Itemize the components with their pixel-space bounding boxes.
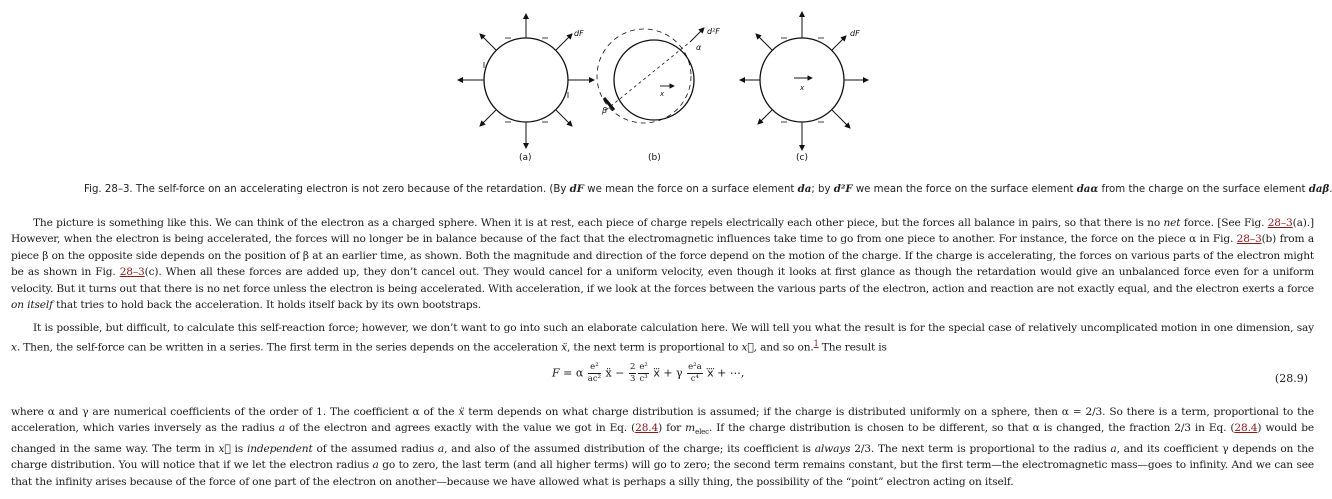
d2f-arrow	[690, 28, 704, 42]
text: ) for	[658, 422, 686, 435]
sphere-a	[484, 38, 568, 122]
text: . If the charge distribution is chosen to be different, so that α is changed, the fraction 2/3 in Eq. (	[708, 422, 1235, 435]
eq-text: x⃛ + γ	[649, 366, 687, 380]
caption-text: ; by	[811, 184, 834, 195]
footnote-link[interactable]: 1	[813, 339, 819, 349]
retarded-sphere-b	[597, 29, 691, 123]
text: The result is	[818, 341, 887, 354]
fraction	[687, 362, 703, 385]
text: of the assumed radius	[312, 442, 438, 455]
text: , the next term is proportional to	[566, 341, 742, 354]
text: , and also of the assumed distribution of the charge; its coefficient is	[444, 442, 815, 455]
sphere-b	[614, 40, 694, 120]
eq-text: x⃜ + ⋯,	[703, 366, 745, 380]
text: The picture is something like this. We can think of the electron as a charged sphere. When it is at rest, each piece of charge repels electrically each other piece, but the forces all balance in pairs, so that there is no	[33, 217, 1164, 229]
eq-text: ẍ −	[602, 366, 628, 380]
text: . Then, the self-force can be written in a series. The first term in the series depends on the acceleration	[16, 341, 562, 354]
label-b: (b)	[648, 153, 661, 163]
numerator: e²a	[688, 362, 702, 372]
math: a	[1110, 442, 1117, 455]
math: ẍ	[561, 341, 567, 354]
df-label-c: dF	[850, 29, 860, 38]
emphasis: net	[1163, 217, 1181, 229]
text: , and so on.	[753, 341, 814, 354]
eq-lhs: F	[552, 366, 560, 380]
text: (a).] However, when the electron is being accelerated, the forces will no longer be in balance because of the fact that the electromagnetic influences take time to go from one piece to another. For instance, the force on the piece α in Fig.	[11, 217, 1314, 246]
diagram-a	[458, 14, 594, 163]
caption-da-beta: daβ	[1308, 183, 1330, 195]
text: 2/3. The next term is proportional to the radius	[850, 442, 1111, 455]
text: (c). When all these forces are added up, they don’t cancel out. They would cancel for a uniform velocity, even though it looks at first glance as though the retardation would give an unbalanced force even for a uniform velocity. But it turns out that there is no net force unless the electron is being accelerated. With acceleration, if we look at the forces between the various parts of the electron, action and reaction are not exactly equal, and the electron exerts a force	[11, 266, 1314, 295]
x-label-c: x	[800, 84, 805, 92]
text: , and its coefficient γ depends on the charge distribution. You will notice that if we let the electron radius	[11, 442, 1315, 472]
fraction	[588, 362, 601, 385]
paragraph-3	[11, 404, 1314, 490]
d2f-label: d²F	[707, 27, 720, 36]
equation-link[interactable]: 28.4	[1234, 422, 1258, 435]
math: a	[372, 459, 379, 472]
text: force. [See Fig.	[1180, 217, 1268, 229]
text: that tries to hold back the acceleration. It holds itself back by its own bootstraps.	[52, 299, 482, 312]
caption-text: Fig. 28–3. The self-force on an accelerating electron is not zero because of the retardation. (By	[84, 184, 570, 195]
diagram-c	[740, 12, 868, 163]
math: x⃛	[218, 442, 231, 455]
emphasis: on itself	[11, 299, 53, 312]
sphere-c	[760, 38, 844, 122]
math-subscript: elec	[695, 428, 709, 437]
equation-28-9	[0, 358, 1322, 398]
text: where α and γ are numerical coefficients of the order of 1. The coefficient α of the	[11, 406, 459, 418]
paragraph-2	[11, 320, 1314, 356]
text: ) would be changed in the same way. The term in	[11, 422, 1314, 455]
math: a	[278, 422, 285, 435]
text: is	[230, 442, 247, 455]
emphasis: independent	[246, 442, 313, 455]
figure-link[interactable]: 28–3	[119, 266, 145, 279]
text: It is possible, but difficult, to calculate this self-reaction force; however, we don’t want to go into such an elaborate calculation here. We will tell you what the result is for the special case of relatively uncomplicated motion in one dimension, say	[33, 322, 1314, 334]
caption-da: da	[797, 183, 812, 195]
math: x⃛	[741, 341, 754, 354]
equation-body	[552, 362, 744, 385]
fraction	[638, 362, 648, 385]
beta-label: β	[602, 106, 608, 115]
caption-text: we mean the force on the surface element	[852, 184, 1077, 195]
equation-number: (28.9)	[1274, 372, 1308, 385]
fraction	[629, 362, 636, 385]
numerator: 2	[629, 362, 636, 372]
denominator: c⁴	[690, 374, 699, 384]
figure-caption	[84, 183, 1330, 195]
text: of the electron and agrees exactly with the value we got in Eq. (	[284, 422, 636, 435]
caption-da-alpha: daα	[1076, 183, 1099, 195]
force-arrows-c	[740, 12, 868, 150]
figure-link[interactable]: 28–3	[1236, 233, 1262, 246]
label-a: (a)	[519, 153, 532, 163]
caption-d2F: d²F	[833, 183, 853, 195]
diagram-b	[597, 27, 720, 163]
text: go to zero, the last term (and all higher terms) will go to zero; the second term remains constant, but the first term—the electromagnetic mass—goes to infinity. And we can see that the infinity arises because of the force of one part of the electron on another—because we have allowed what is perhaps a silly thing, the possibility of the “point” electron acting on itself.	[11, 459, 1314, 488]
text: (b) from a piece β on the opposite side depends on the position of β at an earlier time, as shown. Both the magnitude and direction of the force depend on the motion of the charge. If the charge is accelerating, the forces on various parts of the electron might be as shown in Fig.	[11, 233, 1314, 279]
x-label-b: x	[660, 90, 665, 98]
math: a	[437, 442, 445, 455]
equation-link[interactable]: 28.4	[635, 422, 659, 435]
math: m	[685, 422, 696, 435]
paragraph-1	[11, 215, 1314, 313]
math: ẍ	[458, 406, 465, 418]
df-label-a: dF	[574, 29, 584, 38]
numerator: e²	[639, 362, 648, 372]
figure-link[interactable]: 28–3	[1267, 217, 1293, 229]
text: term depends on what charge distribution is assumed; if the charge is distributed uniformly on a sphere, then α = 2/3. So there is a term, proportional to the acceleration, which varies inversely as the radius	[11, 406, 1314, 435]
numerator: e²	[588, 362, 601, 374]
denominator: c³	[639, 374, 648, 384]
label-c: (c)	[796, 153, 808, 163]
figure-28-3	[0, 0, 1322, 168]
caption-text: we mean the force on a surface element	[584, 184, 798, 195]
denominator: ac²	[587, 374, 602, 384]
eq-text: = α	[559, 366, 587, 380]
math: x	[11, 341, 17, 354]
caption-text: from the charge on the surface element	[1098, 184, 1309, 195]
alpha-label: α	[696, 43, 702, 52]
emphasis: always	[814, 442, 851, 455]
denominator: 3	[629, 374, 636, 384]
caption-dF: dF	[569, 183, 585, 195]
